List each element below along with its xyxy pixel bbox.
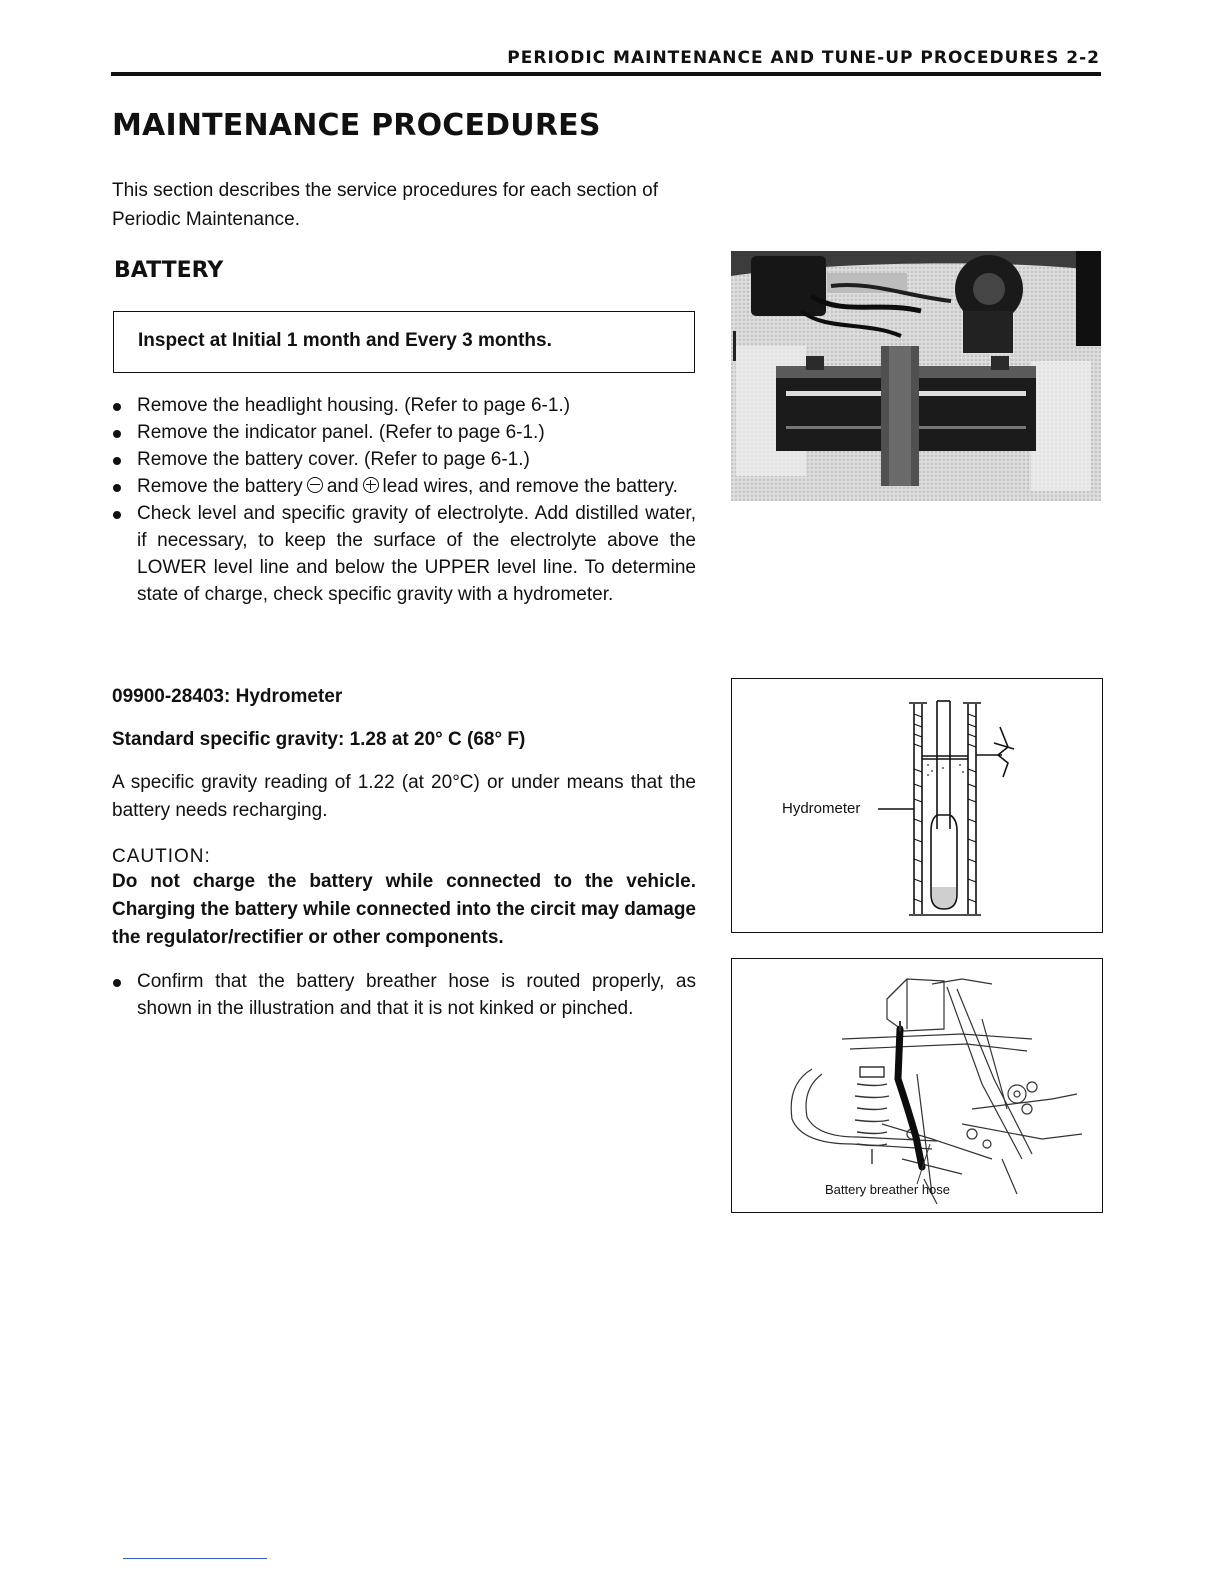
breather-hose-figure [731,958,1103,1213]
bullet-icon [113,457,121,465]
special-tool: 09900-28403: Hydrometer [112,686,343,707]
bullet-icon [113,430,121,438]
step-text: Confirm that the battery breather hose is routed properly, as shown in the illustration and that it is not kinked or pinched. [137,971,696,1019]
intro-paragraph: This section describes the service procedures for each section of Periodic Maintenance. [112,180,658,230]
list-item [112,392,696,419]
battery-compartment-photo [731,251,1101,501]
list-item [112,500,696,608]
footer-rule [123,1558,267,1559]
caution-label: CAUTION: [112,846,211,867]
breather-hose-diagram [732,959,1102,1212]
running-header [507,48,1100,68]
list-item [112,473,696,500]
step-text: Check level and specific gravity of electrolyte. Add distilled water, if necessary, to keep the surface of the electrolyte above the LOWER level line and below the UPPER level line. To determine state of charge, check specific gravity with a hydrometer. [137,503,696,605]
inspection-interval-text: Inspect at Initial 1 month and Every 3 months. [138,330,552,351]
specification: Standard specific gravity: 1.28 at 20° C (68° F) [112,729,526,750]
procedure-steps [112,392,696,608]
bullet-icon [113,484,121,492]
step-text-part: Remove the battery [137,476,303,497]
running-title: PERIODIC MAINTENANCE AND TUNE-UP PROCEDURES [507,48,1060,68]
page-title: MAINTENANCE PROCEDURES [112,108,601,143]
plus-terminal-icon [363,477,379,493]
caution-text: Do not charge the battery while connected to the vehicle. Charging the battery while connected into the circit may damage the regulator/rectifier or other components. [112,871,696,948]
list-item [112,419,696,446]
procedure-steps-continued [112,968,696,1022]
step-text: Remove the headlight housing. (Refer to page 6-1.) [137,395,571,416]
bullet-icon [113,979,121,987]
hydrometer-figure [731,678,1103,933]
step-text: Remove the indicator panel. (Refer to page 6-1.) [137,422,545,443]
step-text: Remove the battery cover. (Refer to page 6-1.) [137,449,530,470]
list-item [112,968,696,1022]
step-text-part: and [326,476,359,497]
breather-hose-callout: Battery breather hose [825,1182,951,1197]
section-heading-battery: BATTERY [114,258,224,283]
list-item [112,446,696,473]
step-text-part: lead wires, and remove the battery. [382,476,678,497]
inspection-interval-box [113,311,695,373]
hydrometer-callout: Hydrometer [782,800,861,817]
page-number: 2-2 [1066,48,1100,68]
minus-terminal-icon [307,477,323,493]
reading-note: A specific gravity reading of 1.22 (at 20°C) or under means that the battery needs recharging. [112,772,696,821]
bullet-icon [113,511,121,519]
bullet-icon [113,403,121,411]
header-rule [111,72,1101,76]
